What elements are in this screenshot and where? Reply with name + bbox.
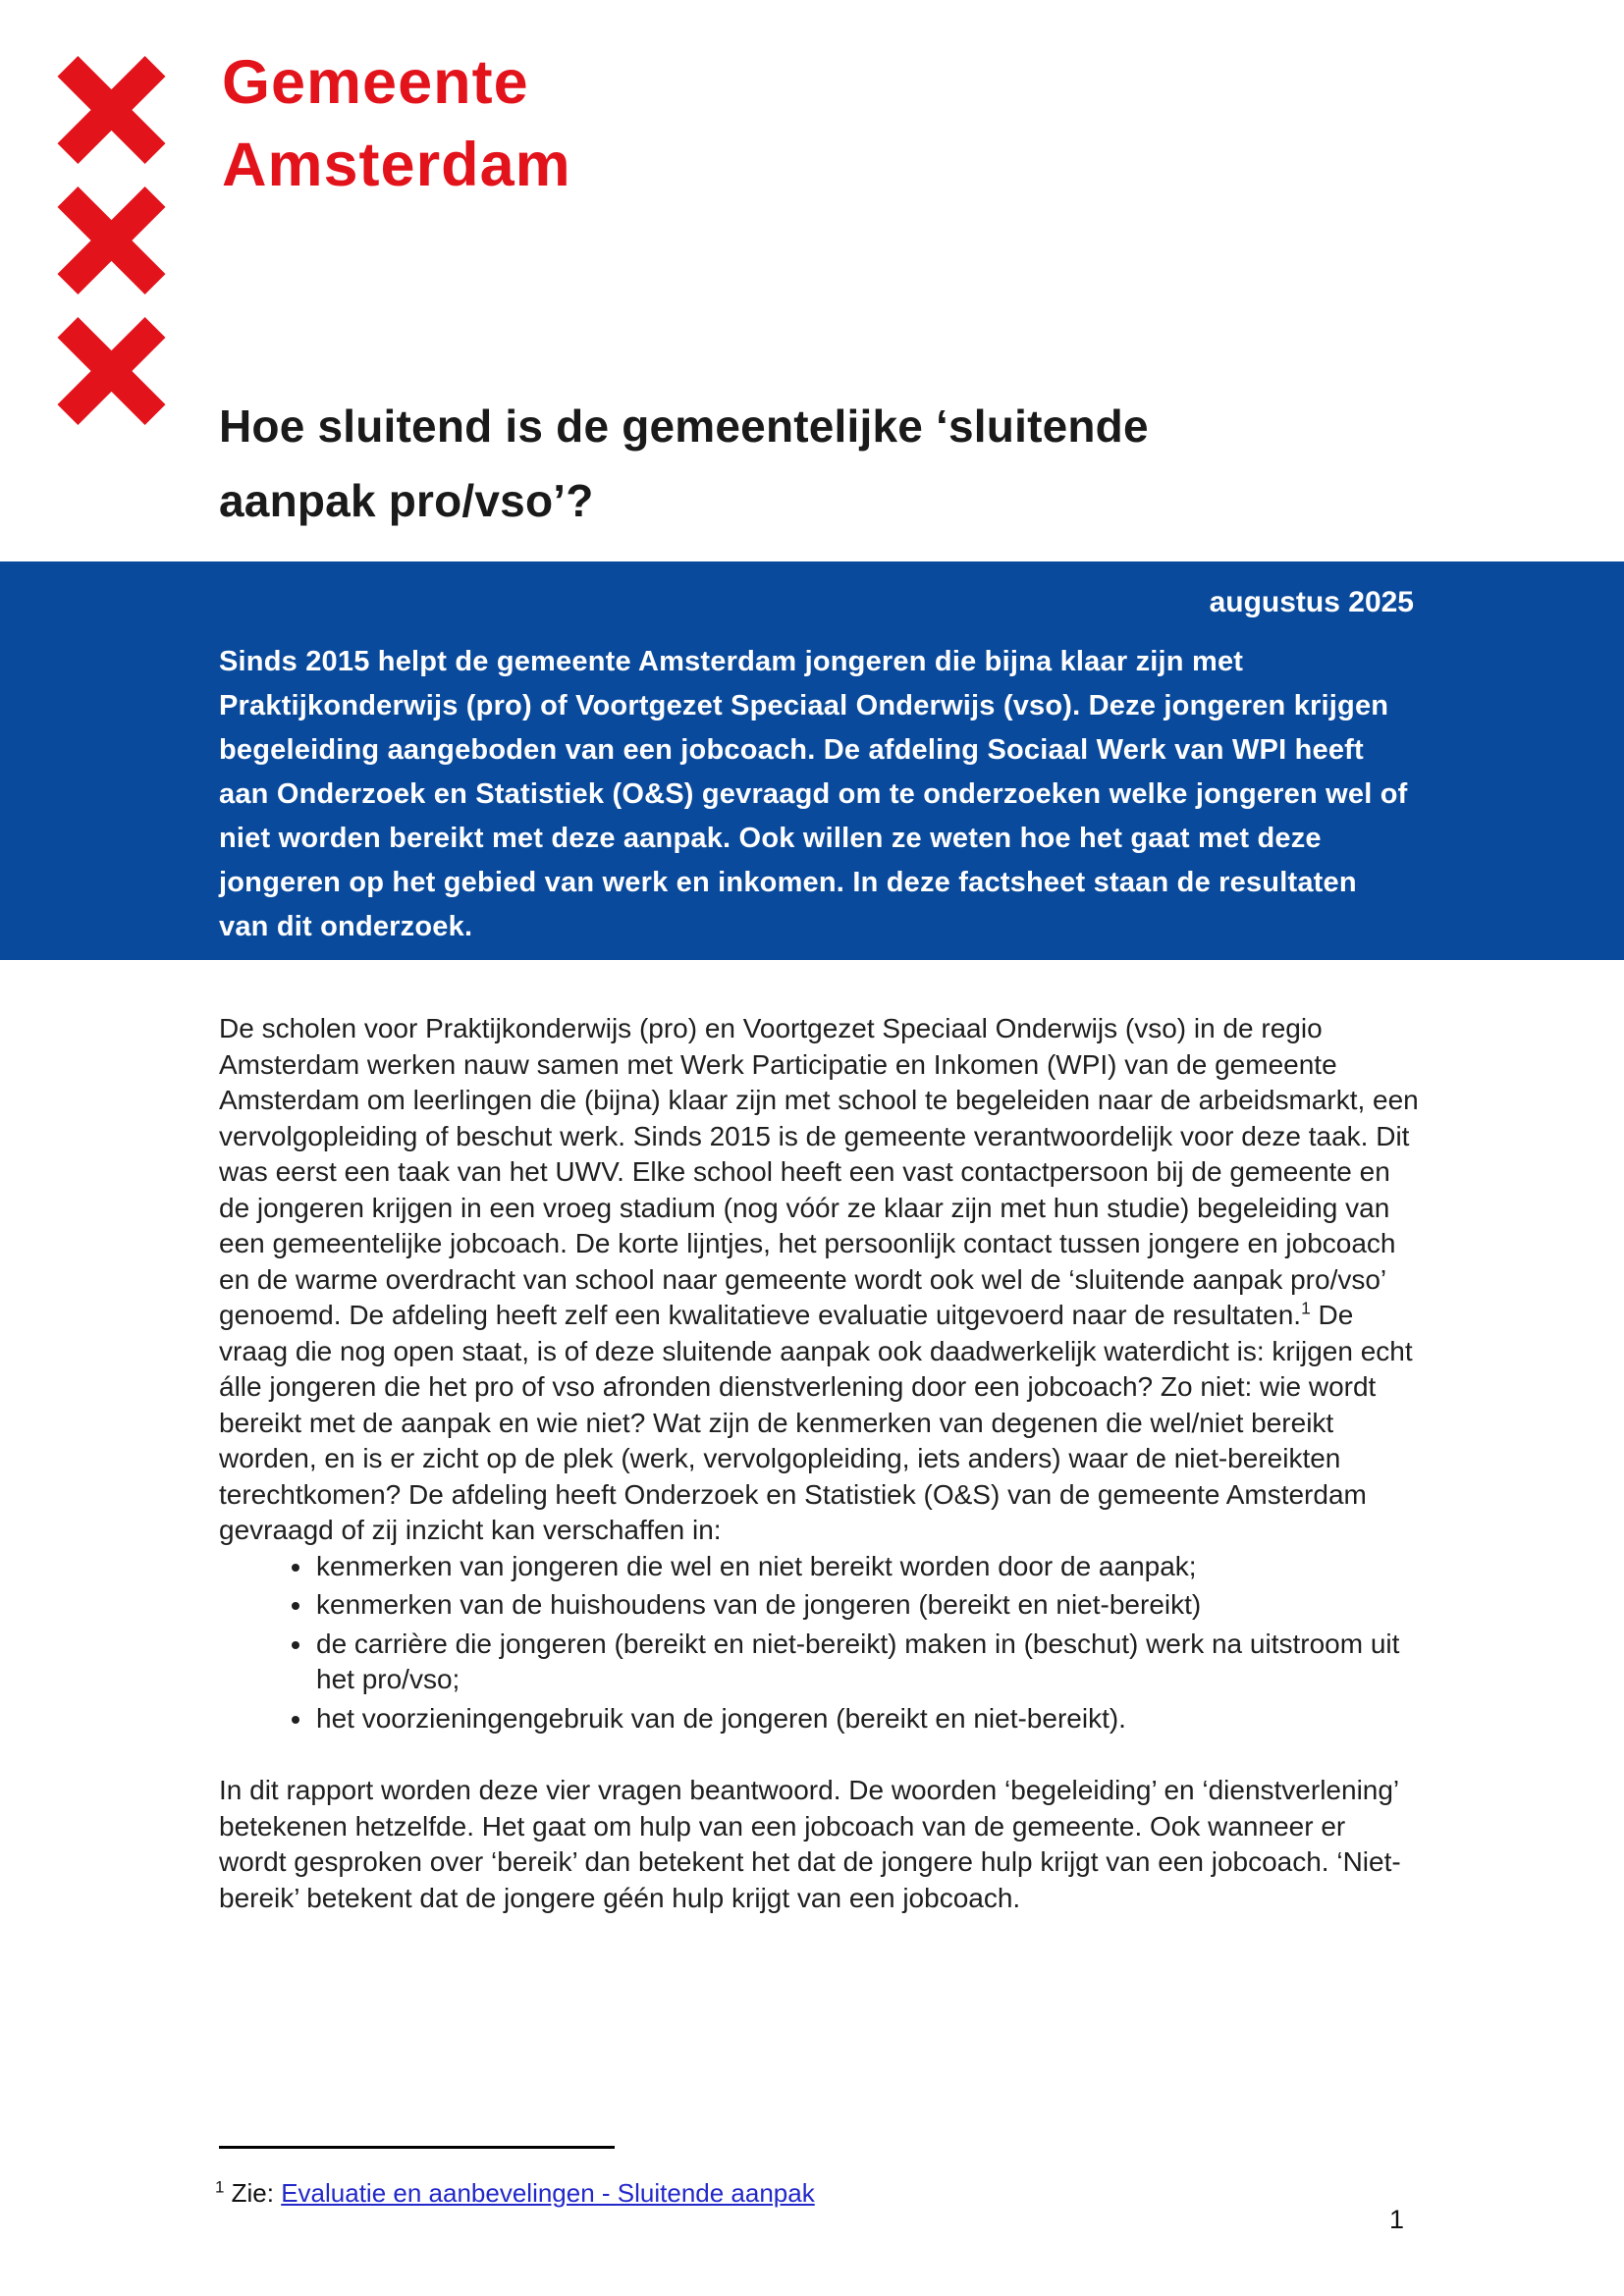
page-number: 1 bbox=[1389, 2205, 1405, 2234]
footnote-number: 1 bbox=[215, 2177, 225, 2197]
wordmark-line2: Amsterdam bbox=[222, 131, 571, 199]
intro-banner bbox=[0, 561, 1624, 960]
list-item: • kenmerken van de huishoudens van de jongeren (bereikt en niet-bereikt) bbox=[314, 1587, 1419, 1624]
body-copy bbox=[219, 1011, 1419, 1916]
list-item: • kenmerken van jongeren die wel en niet bereikt worden door de aanpak; bbox=[314, 1549, 1419, 1585]
footnote-prefix: Zie: bbox=[224, 2178, 282, 2208]
research-questions-list bbox=[219, 1549, 1419, 1737]
andreas-cross-icon bbox=[56, 317, 167, 425]
footnote-link[interactable]: Evaluatie en aanbevelingen - Sluitende aanpak bbox=[281, 2178, 815, 2208]
list-item: • de carrière die jongeren (bereikt en niet-bereikt) maken in (beschut) werk na uitstroom uit het pro/vso; bbox=[314, 1627, 1419, 1698]
footnote-reference-marker: 1 bbox=[1301, 1298, 1311, 1318]
publication-date: augustus 2025 bbox=[1209, 586, 1414, 618]
footnote-separator-rule bbox=[219, 2146, 615, 2149]
list-item: • het voorzieningengebruik van de jongeren (bereikt en niet-bereikt). bbox=[314, 1701, 1419, 1737]
page-title bbox=[219, 389, 1456, 538]
gemeente-amsterdam-wordmark bbox=[222, 41, 571, 206]
paragraph-1 bbox=[219, 1011, 1419, 1549]
amsterdam-logo bbox=[56, 56, 167, 448]
paragraph-2: In dit rapport worden deze vier vragen beantwoord. De woorden ‘begeleiding’ en ‘dienstverlening’ betekenen hetzelfde. Het gaat om hulp van een jobcoach van de gemeente. Ook wanneer er wordt gesproken over ‘bereik’ dan betekent het dat de jongere hulp krijgt van een jobcoach. ‘Niet-bereik’ betekent dat de jongere géén hulp krijgt van een jobcoach. bbox=[219, 1775, 1401, 1913]
paragraph-1-text: De scholen voor Praktijkonderwijs (pro) en Voortgezet Speciaal Onderwijs (vso) in de regio Amsterdam werken nauw samen met Werk Participatie en Inkomen (WPI) van de gemeente Amsterdam om leerlingen die (bijna) klaar zijn met school te begeleiden naar de arbeidsmarkt, een vervolgopleiding of beschut werk. Sinds 2015 is de gemeente verantwoordelijk voor deze taak. Dit was eerst een taak van het UWV. Elke school heeft een vast contactpersoon bij de gemeente en de jongeren krijgen in een vroeg stadium (nog vóór ze klaar zijn met hun studie) begeleiding van een gemeentelijke jobcoach. De korte lijntjes, het persoonlijk contact tussen jongere en jobcoach en de warme overdracht van school naar gemeente wordt ook wel de ‘sluitende aanpak pro/vso’ genoemd. De afdeling heeft zelf een kwalitatieve evaluatie uitgevoerd naar de resultaten. bbox=[219, 1013, 1419, 1330]
paragraph-1-continued: De vraag die nog open staat, is of deze sluitende aanpak ook daadwerkelijk waterdicht is: krijgen echt álle jongeren die het pro of vso afronden dienstverlening door een jobcoach? Zo niet: wie wordt bereikt met de aanpak en wie niet? Wat zijn de kenmerken van degenen die wel/niet bereikt worden, en is er zicht op de plek (werk, vervolgopleiding, iets anders) waar de niet-bereikten terechtkomen? De afdeling heeft Onderzoek en Statistiek (O&S) van de gemeente Amsterdam gevraagd of zij inzicht kan verschaffen in: bbox=[219, 1300, 1413, 1545]
andreas-cross-icon bbox=[56, 187, 167, 294]
footnote bbox=[215, 2177, 1099, 2209]
andreas-cross-icon bbox=[56, 56, 167, 164]
page-title-line1: Hoe sluitend is de gemeentelijke ‘sluitende bbox=[219, 400, 1149, 452]
banner-lead-text: Sinds 2015 helpt de gemeente Amsterdam jongeren die bijna klaar zijn met Praktijkonderwijs (pro) of Voortgezet Speciaal Onderwijs (vso). Deze jongeren krijgen begeleiding aangeboden van een jobcoach. De afdeling Sociaal Werk van WPI heeft aan Onderzoek en Statistiek (O&S) gevraagd om te onderzoeken welke jongeren wel of niet worden bereikt met deze aanpak. Ook willen ze weten hoe het gaat met deze jongeren op het gebied van werk en inkomen. In deze factsheet staan de resultaten van dit onderzoek. bbox=[219, 646, 1408, 942]
page-title-line2: aanpak pro/vso’? bbox=[219, 475, 594, 526]
wordmark-line1: Gemeente bbox=[222, 48, 529, 117]
